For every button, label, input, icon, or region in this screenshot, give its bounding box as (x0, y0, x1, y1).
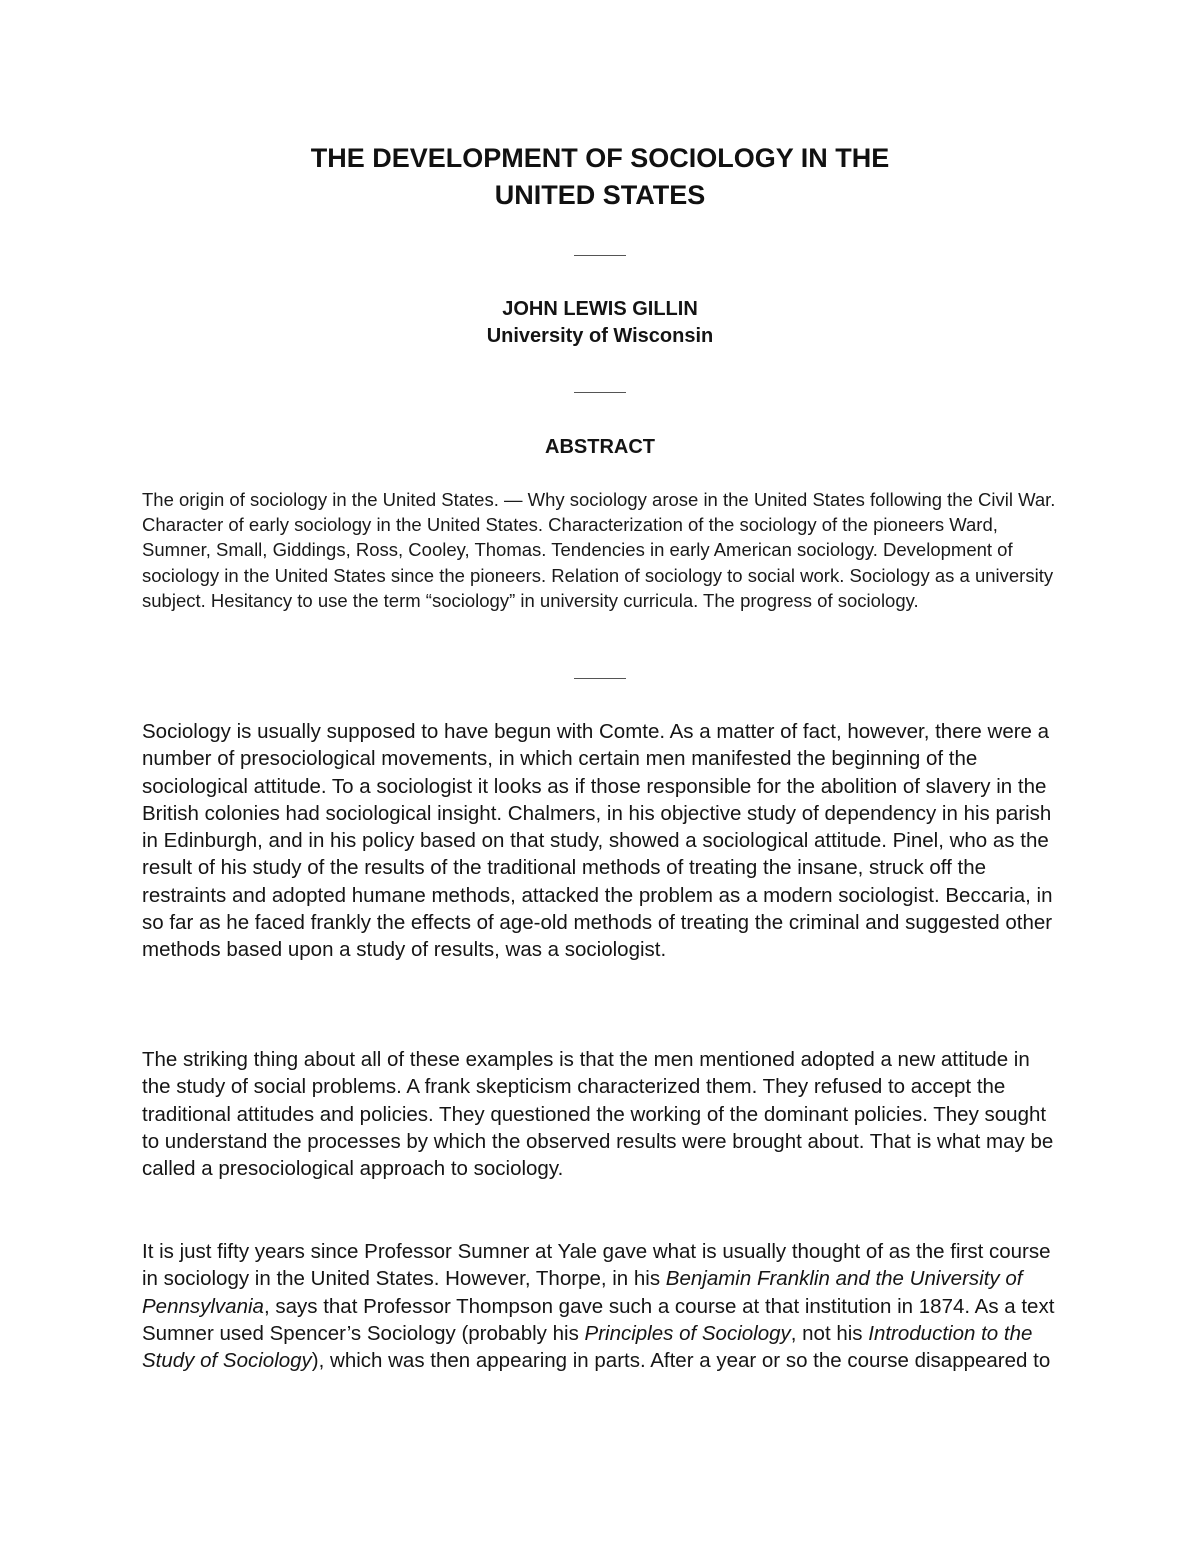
book-title-benjamin-franklin: Benjamin Franklin and the University of Pennsylvania (142, 1267, 1023, 1318)
author-affiliation: University of Wisconsin (486, 325, 714, 347)
title-line-2: UNITED STATES (494, 180, 706, 210)
title-line-1: THE DEVELOPMENT OF SOCIOLOGY IN THE (310, 143, 890, 173)
book-title-principles-of-sociology: Principles of Sociology (584, 1321, 791, 1345)
author-block (300, 296, 900, 350)
paragraph-3-text-1: It is just fifty years since Professor Sumner at Yale gave what is usually thought of as the first course in sociology in the United States. However, Thorpe, in his (142, 1240, 1051, 1291)
paragraph-3-text-3: , not his (790, 1321, 869, 1345)
section-divider (574, 678, 626, 679)
author-name: JOHN LEWIS GILLIN (502, 298, 698, 320)
paragraph-3-text-4: ), which was then appearing in parts. After a year or so the course disappeared to (311, 1349, 1051, 1373)
abstract-heading: ABSTRACT (545, 436, 655, 458)
body-paragraph-1: Sociology is usually supposed to have begun with Comte. As a matter of fact, however, there were a number of presociological movements, in which certain men manifested the beginning of the sociological attitude. To a sociologist it looks as if those responsible for the abolition of slavery in the British colonies had sociological insight. Chalmers, in his objective study of dependency in his parish in Edinburgh, and in his policy based on that study, showed a sociological attitude. Pinel, who as the result of his study of the results of the traditional methods of treating the insane, struck off the restraints and adopted humane methods, attacked the problem as a modern sociologist. Beccaria, in so far as he faced frankly the effects of age-old methods of treating the criminal and suggested other methods based upon a study of results, was a sociologist. (142, 720, 1053, 962)
section-divider (574, 255, 626, 256)
abstract-text: The origin of sociology in the United States. — Why sociology arose in the United States following the Civil War. Character of early sociology in the United States. Characterization of the sociology of the pioneers Ward, Sumner, Small, Giddings, Ross, Cooley, Thomas. Tendencies in early American sociology. Development of sociology in the United States since the pioneers. Relation of sociology to social work. Sociology as a university subject. Hesitancy to use the term “sociology” in university curricula. The progress of sociology. (142, 489, 1056, 611)
paper-title (200, 140, 1000, 214)
body-paragraph-3 (142, 1238, 1062, 1374)
body-paragraph-2: The striking thing about all of these examples is that the men mentioned adopted a new attitude in the study of social problems. A frank skepticism characterized them. They refused to accept the traditional attitudes and policies. They questioned the working of the dominant policies. They sought to understand the processes by which the observed results were brought about. That is what may be called a presociological approach to sociology. (142, 1048, 1054, 1181)
book-title-introduction-to-study: Introduction to the Study of Sociology (142, 1321, 1033, 1373)
paragraph-3-text-2: , says that Professor Thompson gave such a course at that institution in 1874. As a text Sumner used Spencer’s Sociology (probably his (142, 1294, 1055, 1345)
section-divider (574, 392, 626, 393)
